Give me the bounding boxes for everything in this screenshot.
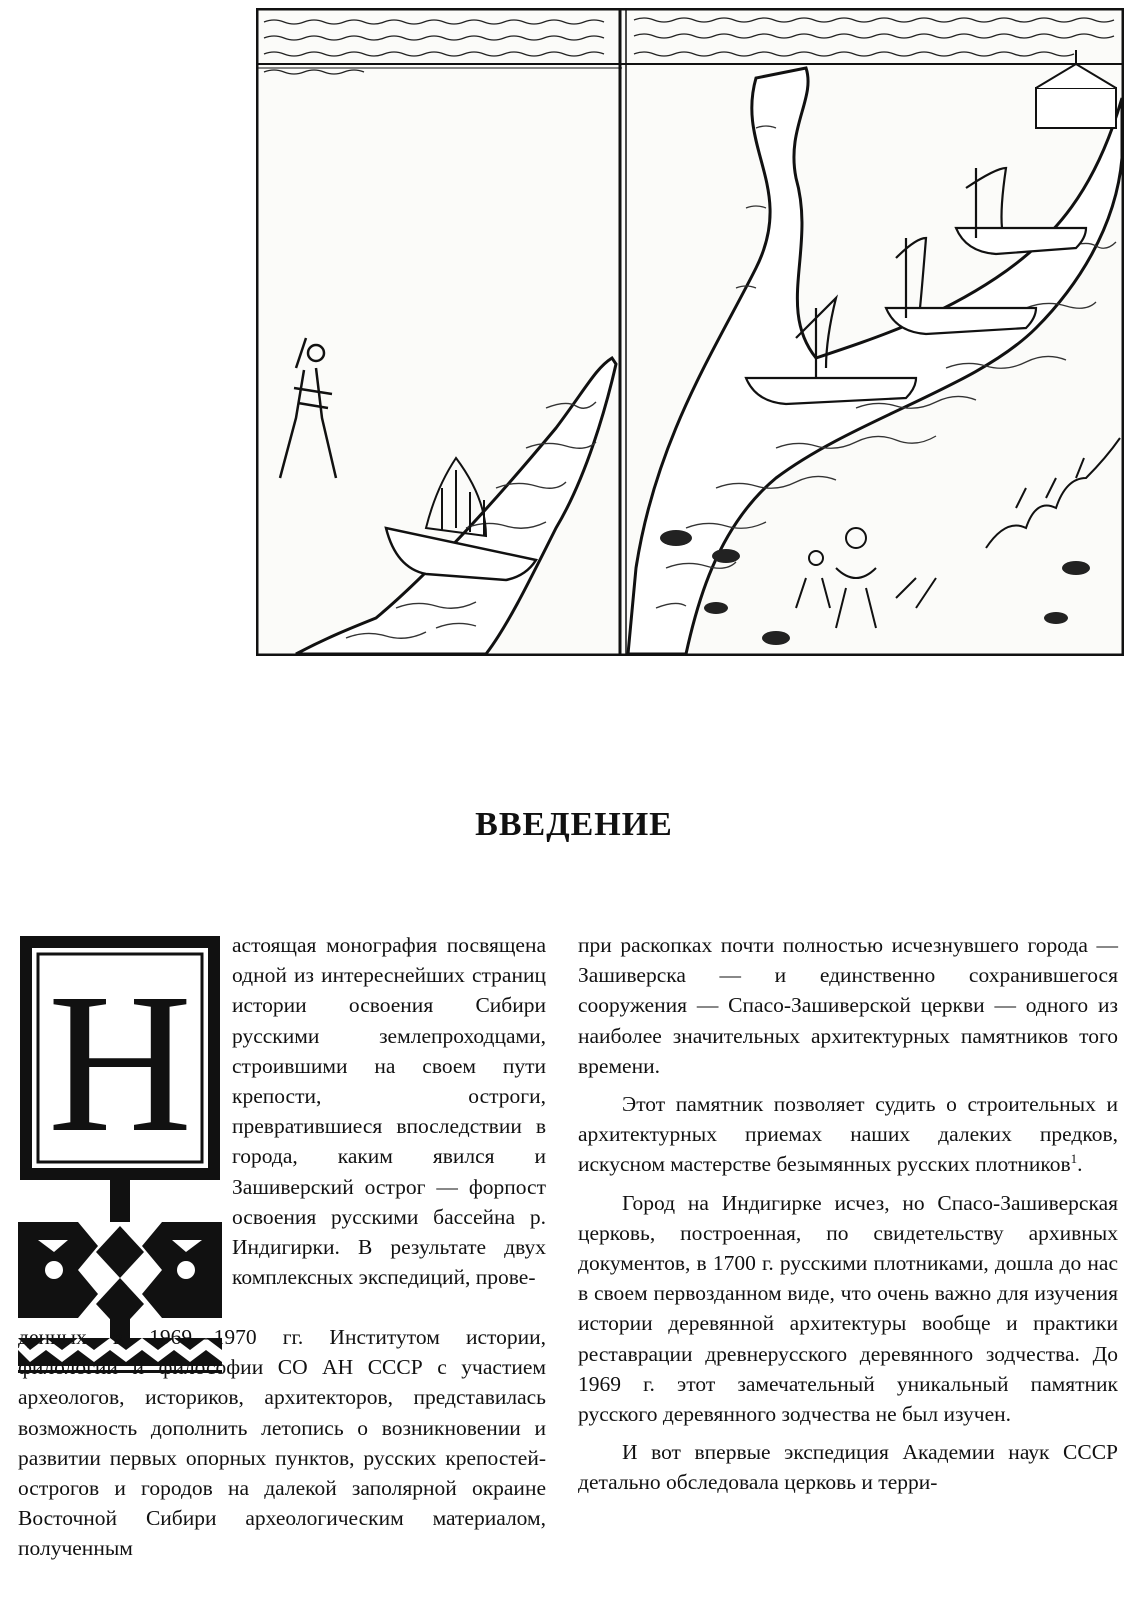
paragraph-intro-continued: денных в 1969—1970 гг. Институтом истории, филологии и философии СО АН СССР с участием археологов, историков, архитекторов, представилась возможность дополнить летопись о возникновении и развитии первых опорных пунктов, русских крепостей-острогов и городов на далекой заполярной окраине Восточной Сибири археологическим материалом, полученным (18, 1325, 546, 1561)
chronicle-illustration (256, 8, 1124, 656)
footnote-marker[interactable]: 1 (1070, 1151, 1078, 1167)
body-column-right (578, 930, 1118, 1498)
paragraph-expedition: И вот впервые экспедиция Академии наук СССР детально обследовала церковь и терри- (578, 1440, 1118, 1495)
dropcap-letter: Н (47, 953, 193, 1174)
paragraph-church: Город на Индигирке исчез, но Спасо-Зашиверская церковь, построенная, по свидетельству архивных документов, в 1700 г. русскими плотниками, дошла до нас в своем первозданном виде, что очень важно для изучения истории деревянной архитектуры вообще и практики реставрации древнерусского деревянного зодчества. До 1969 г. этот замечательный уникальный памятник русского деревянного зодчества не был изучен. (578, 1190, 1118, 1427)
body-column-left-top (232, 930, 546, 1292)
paragraph-monument-text: Этот памятник позволяет судить о строительных и архитектурных приемах наших далеких предков, искусном мастерстве безымянных русских плотников (578, 1092, 1118, 1177)
section-heading: ВВЕДЕНИЕ (475, 806, 673, 843)
paragraph-monument-end: . (1077, 1152, 1083, 1177)
paragraph-excavations: при раскопках почти полностью исчезнувшего города — Зашиверска — и единственно сохранившегося сооружения — Спасо-Зашиверской церкви — одного из наиболее значительных архитектурных памятников того времени. (578, 933, 1118, 1078)
body-column-left-bottom (18, 1322, 546, 1564)
paragraph-monument (578, 1089, 1118, 1180)
chronicle-drawing-icon (256, 8, 1124, 656)
paragraph-intro-start: астоящая монография посвящена одной из интереснейших страниц истории освоения Сибири русскими землепроходцами, строившими на своем пути крепости, остроги, превратившиеся впоследствии в города, каким явился и Зашиверский острог — форпост освоения русскими бассейна р. Индигирки. В результате двух комплексных экспедиций, прове- (232, 933, 546, 1290)
